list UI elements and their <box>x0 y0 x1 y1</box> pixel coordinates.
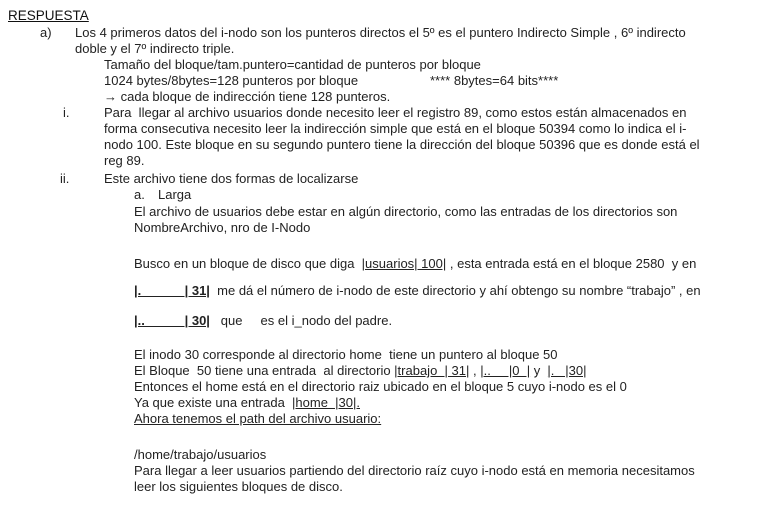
sub-title: Larga <box>158 187 192 202</box>
dir-entry: |home |30|. <box>292 395 360 410</box>
paragraph-line: El archivo de usuarios debe estar en algún directorio, como las entradas de los directorios son <box>134 204 678 219</box>
dir-entry: |.. | 30| <box>134 313 210 328</box>
paragraph-line: Ahora tenemos el path del archivo usuario: <box>134 411 382 426</box>
dot-line <box>134 283 701 299</box>
text: Ya que existe una entrada <box>134 395 293 410</box>
paragraph-line: leer los siguientes bloques de disco. <box>134 479 343 494</box>
calc-note: **** 8bytes=64 bits**** <box>430 73 559 88</box>
paragraph-line: Este archivo tiene dos formas de localizarse <box>104 171 359 186</box>
text: , esta entrada está en el bloque 2580 y en <box>446 256 697 271</box>
paragraph-line: El inodo 30 corresponde al directorio home tiene un puntero al bloque 50 <box>134 347 558 362</box>
sub-marker: a. <box>134 187 145 202</box>
dir-entry: |usuarios| 100| <box>361 256 447 271</box>
calc-line: → cada bloque de indirección tiene 128 punteros. <box>104 89 391 104</box>
list-marker-ii: ii. <box>60 171 70 186</box>
dir-entry: |. | 31| <box>134 283 210 298</box>
text: El Bloque 50 tiene una entrada al directorio <box>134 363 395 378</box>
text: que es el i_nodo del padre. <box>209 313 393 328</box>
dir-entry: |.. |0 | <box>480 363 531 378</box>
dir-entry: |. |30| <box>547 363 587 378</box>
paragraph-line: nodo 100. Este bloque en su segundo puntero tiene la dirección del bloque 50396 que es donde está el <box>104 137 700 152</box>
calc-line: 1024 bytes/8bytes=128 punteros por bloque <box>104 73 359 88</box>
heading: RESPUESTA <box>8 8 89 23</box>
text: y <box>530 363 548 378</box>
text: , <box>469 363 481 378</box>
ya-line <box>134 395 360 411</box>
list-marker-a: a) <box>40 25 52 40</box>
path-line: /home/trabajo/usuarios <box>134 447 267 462</box>
calc-line: Tamaño del bloque/tam.puntero=cantidad de punteros por bloque <box>104 57 481 72</box>
text: me dá el número de i-nodo de este directorio y ahí obtengo su nombre “trabajo” , en <box>209 283 701 298</box>
paragraph-line: NombreArchivo, nro de I-Nodo <box>134 220 311 235</box>
paragraph-line: Entonces el home está en el directorio raiz ubicado en el bloque 5 cuyo i-nodo es el 0 <box>134 379 627 394</box>
busco-line <box>134 256 696 272</box>
paragraph-line: Para llegar a leer usuarios partiendo del directorio raíz cuyo i-nodo está en memoria necesitamos <box>134 463 695 478</box>
dotdot-line <box>134 313 392 329</box>
paragraph-line: forma consecutiva necesito leer la indirección simple que está en el bloque 50394 como lo indica el i- <box>104 121 687 136</box>
dir-entry: |trabajo | 31| <box>394 363 470 378</box>
list-marker-i: i. <box>63 105 70 120</box>
paragraph-line: doble y el 7º indirecto triple. <box>75 41 235 56</box>
bloque50-line <box>134 363 586 379</box>
paragraph-line: reg 89. <box>104 153 145 168</box>
text: Busco en un bloque de disco que diga <box>134 256 362 271</box>
paragraph-line: Los 4 primeros datos del i-nodo son los punteros directos el 5º es el puntero Indirecto Simple , 6º indirecto <box>75 25 686 40</box>
paragraph-line: Para llegar al archivo usuarios donde necesito leer el registro 89, como estos están almacenados en <box>104 105 687 120</box>
